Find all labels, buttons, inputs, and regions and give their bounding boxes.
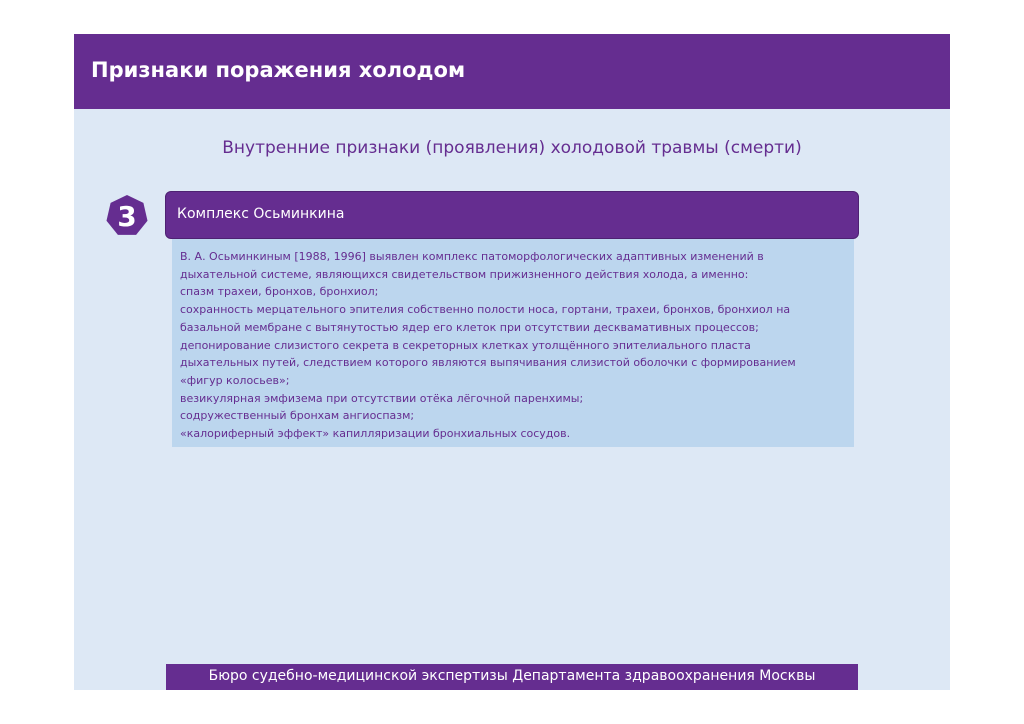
heptagon-badge-icon (105, 194, 149, 238)
footer-text: Бюро судебно-медицинской экспертизы Департамента здравоохранения Москвы (208, 668, 816, 684)
content-line: дыхательных путей, следствием которого являются выпячивания слизистой оболочки с формированием (180, 356, 796, 370)
section-header (165, 191, 859, 239)
content-line: сохранность мерцательного эпителия собственно полости носа, гортани, трахеи, бронхов, бронхиол на (180, 303, 791, 317)
badge-number: 3 (117, 200, 137, 233)
page-title: Признаки поражения холодом (91, 58, 466, 82)
content-line: содружественный бронхам ангиоспазм; (180, 409, 415, 423)
title-bar (74, 34, 950, 109)
section-label: Комплекс Осьминкина (177, 206, 345, 222)
content-line: дыхательной системе, являющихся свидетельством прижизненного действия холода, а именно: (180, 267, 749, 281)
content-box (172, 239, 854, 447)
footer-bar (166, 664, 858, 690)
number-badge (105, 194, 149, 238)
slide (74, 34, 950, 690)
content-line: спазм трахеи, бронхов, бронхиол; (180, 285, 379, 299)
content-line: депонирование слизистого секрета в секреторных клетках утолщённого эпителиального пласта (180, 338, 751, 352)
content-line: базальной мембране с вытянутостью ядер его клеток при отсутствии десквамативных процессов; (180, 320, 759, 334)
content-line: «фигур колосьев»; (180, 373, 290, 387)
slide-subtitle: Внутренние признаки (проявления) холодовой травмы (смерти) (222, 138, 802, 158)
content-line: «калориферный эффект» капилляризации бронхиальных сосудов. (180, 427, 571, 441)
content-line: везикулярная эмфизема при отсутствии отёка лёгочной паренхимы; (180, 391, 584, 405)
content-line: В. А. Осьминкиным [1988, 1996] выявлен комплекс патоморфологических адаптивных изменений в (180, 250, 764, 263)
